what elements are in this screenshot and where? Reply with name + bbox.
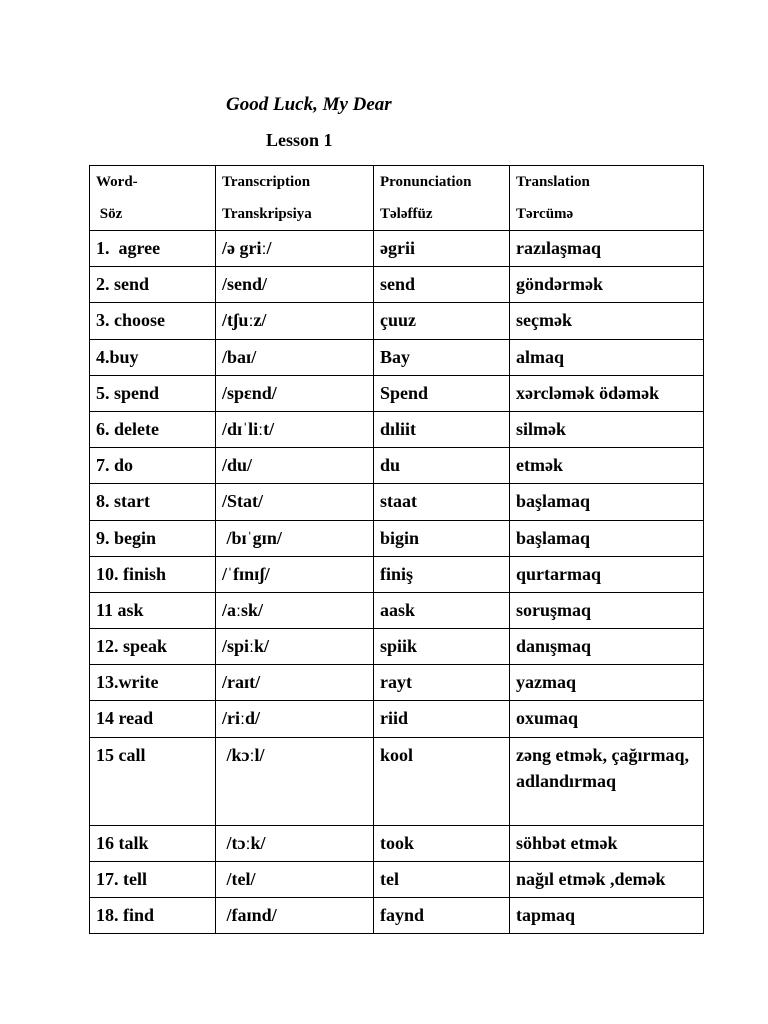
table-row xyxy=(90,592,704,628)
cell-pronunciation: finiş xyxy=(374,556,510,592)
cell-transcription: /ə griː/ xyxy=(216,231,374,267)
table-row xyxy=(90,737,704,825)
cell-transcription: /ˈfɪnɪʃ/ xyxy=(216,556,374,592)
cell-pronunciation: Bay xyxy=(374,339,510,375)
cell-transcription: /tʃuːz/ xyxy=(216,303,374,339)
cell-word: 6. delete xyxy=(90,411,216,447)
table-header-row xyxy=(90,166,704,231)
cell-word: 14 read xyxy=(90,701,216,737)
table-row xyxy=(90,665,704,701)
cell-word: 2. send xyxy=(90,267,216,303)
cell-word: 8. start xyxy=(90,484,216,520)
table-row xyxy=(90,898,704,934)
cell-word: 9. begin xyxy=(90,520,216,556)
cell-word: 17. tell xyxy=(90,861,216,897)
cell-pronunciation: kool xyxy=(374,737,510,825)
document-title: Good Luck, My Dear xyxy=(226,94,392,115)
table-row xyxy=(90,484,704,520)
cell-transcription: /Stat/ xyxy=(216,484,374,520)
header-word-az: Söz xyxy=(96,206,123,222)
cell-pronunciation: çuuz xyxy=(374,303,510,339)
cell-pronunciation: aask xyxy=(374,592,510,628)
header-word-en: Word- xyxy=(96,174,138,190)
cell-pronunciation: bigin xyxy=(374,520,510,556)
cell-pronunciation: tel xyxy=(374,861,510,897)
cell-translation: soruşmaq xyxy=(510,592,704,628)
table-row xyxy=(90,303,704,339)
cell-word: 18. find xyxy=(90,898,216,934)
cell-transcription: /faɪnd/ xyxy=(216,898,374,934)
cell-word: 7. do xyxy=(90,448,216,484)
table-row xyxy=(90,701,704,737)
header-pronunciation xyxy=(374,166,510,231)
table-row xyxy=(90,375,704,411)
cell-word: 15 call xyxy=(90,737,216,825)
cell-word: 16 talk xyxy=(90,825,216,861)
cell-translation: qurtarmaq xyxy=(510,556,704,592)
table-row xyxy=(90,825,704,861)
cell-translation: tapmaq xyxy=(510,898,704,934)
cell-word: 3. choose xyxy=(90,303,216,339)
header-translation-en: Translation xyxy=(516,174,590,190)
cell-translation: almaq xyxy=(510,339,704,375)
cell-transcription: /spɛnd/ xyxy=(216,375,374,411)
cell-word: 10. finish xyxy=(90,556,216,592)
cell-pronunciation: spiik xyxy=(374,629,510,665)
cell-transcription: /raɪt/ xyxy=(216,665,374,701)
cell-transcription: /du/ xyxy=(216,448,374,484)
table-row xyxy=(90,339,704,375)
table-row xyxy=(90,231,704,267)
cell-pronunciation: faynd xyxy=(374,898,510,934)
cell-transcription: /spiːk/ xyxy=(216,629,374,665)
header-transcription xyxy=(216,166,374,231)
cell-translation: seçmək xyxy=(510,303,704,339)
cell-word: 11 ask xyxy=(90,592,216,628)
table-row xyxy=(90,556,704,592)
cell-word: 1. agree xyxy=(90,231,216,267)
table-row xyxy=(90,520,704,556)
table-row xyxy=(90,411,704,447)
table-row xyxy=(90,861,704,897)
header-transcription-az: Transkripsiya xyxy=(222,206,312,222)
header-transcription-en: Transcription xyxy=(222,174,311,190)
cell-translation: nağıl etmək ,demək xyxy=(510,861,704,897)
cell-transcription: /baɪ/ xyxy=(216,339,374,375)
cell-pronunciation: Spend xyxy=(374,375,510,411)
table-row xyxy=(90,267,704,303)
cell-pronunciation: əgrii xyxy=(374,231,510,267)
cell-pronunciation: took xyxy=(374,825,510,861)
cell-translation: razılaşmaq xyxy=(510,231,704,267)
vocabulary-table xyxy=(89,165,704,934)
cell-translation: etmək xyxy=(510,448,704,484)
header-word xyxy=(90,166,216,231)
header-pronunciation-az: Tələffüz xyxy=(380,206,433,222)
cell-transcription: /dɪˈliːt/ xyxy=(216,411,374,447)
cell-pronunciation: du xyxy=(374,448,510,484)
lesson-subtitle: Lesson 1 xyxy=(266,130,333,150)
cell-word: 12. speak xyxy=(90,629,216,665)
cell-translation: başlamaq xyxy=(510,520,704,556)
cell-transcription: /tɔːk/ xyxy=(216,825,374,861)
cell-word: 13.write xyxy=(90,665,216,701)
cell-translation: söhbət etmək xyxy=(510,825,704,861)
cell-transcription: /send/ xyxy=(216,267,374,303)
table-row xyxy=(90,448,704,484)
cell-transcription: /riːd/ xyxy=(216,701,374,737)
cell-translation: silmək xyxy=(510,411,704,447)
cell-translation: xərcləmək ödəmək xyxy=(510,375,704,411)
cell-pronunciation: rayt xyxy=(374,665,510,701)
cell-word: 4.buy xyxy=(90,339,216,375)
cell-transcription: /tel/ xyxy=(216,861,374,897)
header-pronunciation-en: Pronunciation xyxy=(380,174,472,190)
cell-pronunciation: send xyxy=(374,267,510,303)
table-row xyxy=(90,629,704,665)
header-translation-az: Tərcümə xyxy=(516,206,574,222)
cell-transcription: /bɪˈgɪn/ xyxy=(216,520,374,556)
cell-translation: göndərmək xyxy=(510,267,704,303)
cell-translation: yazmaq xyxy=(510,665,704,701)
cell-translation: danışmaq xyxy=(510,629,704,665)
cell-transcription: /kɔːl/ xyxy=(216,737,374,825)
cell-pronunciation: riid xyxy=(374,701,510,737)
cell-transcription: /aːsk/ xyxy=(216,592,374,628)
cell-translation: başlamaq xyxy=(510,484,704,520)
cell-pronunciation: dıliit xyxy=(374,411,510,447)
header-translation xyxy=(510,166,704,231)
cell-pronunciation: staat xyxy=(374,484,510,520)
cell-translation: oxumaq xyxy=(510,701,704,737)
cell-word: 5. spend xyxy=(90,375,216,411)
cell-translation: zəng etmək, çağırmaq, adlandırmaq xyxy=(510,737,704,825)
